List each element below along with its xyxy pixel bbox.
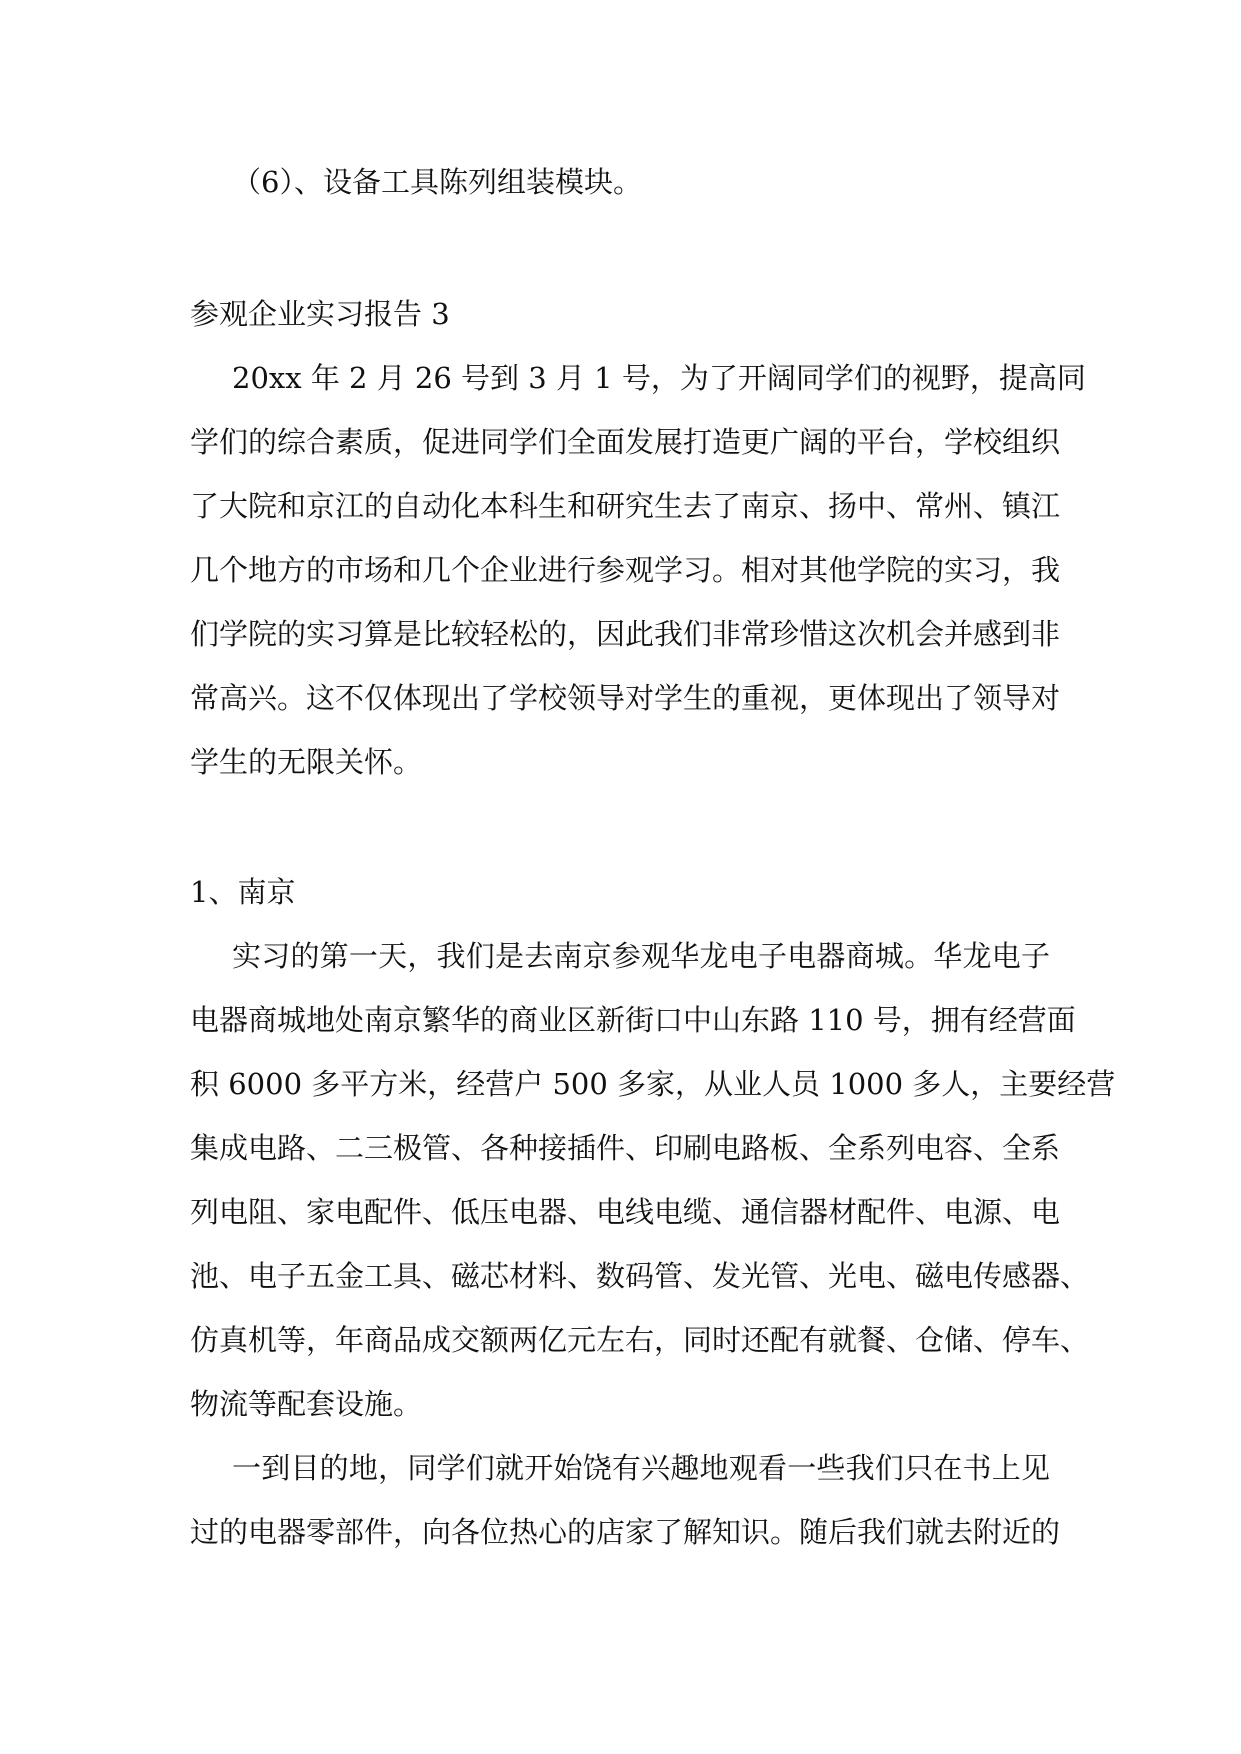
- paragraph-line: 了大院和京江的自动化本科生和研究生去了南京、扬中、常州、镇江: [190, 489, 1061, 523]
- paragraph-line: 集成电路、二三极管、各种接插件、印刷电路板、全系列电容、全系: [190, 1131, 1061, 1165]
- paragraph-line: 学们的综合素质，促进同学们全面发展打造更广阔的平台，学校组织: [190, 425, 1061, 459]
- paragraph-line: 一到目的地，同学们就开始饶有兴趣地观看一些我们只在书上见: [232, 1451, 1050, 1485]
- paragraph-line: 仿真机等，年商品成交额两亿元左右，同时还配有就餐、仓储、停车、: [190, 1323, 1090, 1357]
- paragraph-line: 几个地方的市场和几个企业进行参观学习。相对其他学院的实习，我: [190, 553, 1061, 587]
- list-item-6: （6）、设备工具陈列组装模块。: [232, 165, 642, 199]
- subheading: 1、南京: [190, 875, 296, 909]
- paragraph-line: 过的电器零部件，向各位热心的店家了解知识。随后我们就去附近的: [190, 1515, 1061, 1549]
- paragraph-line: 池、电子五金工具、磁芯材料、数码管、发光管、光电、磁电传感器、: [190, 1259, 1090, 1293]
- paragraph-line: 学生的无限关怀。: [190, 745, 423, 779]
- paragraph-line: 积 6000 多平方米，经营户 500 多家，从业人员 1000 多人，主要经营: [190, 1067, 1116, 1101]
- paragraph-line: 常高兴。这不仅体现出了学校领导对学生的重视，更体现出了领导对: [190, 681, 1061, 715]
- paragraph-line: 电器商城地处南京繁华的商业区新街口中山东路 110 号，拥有经营面: [190, 1003, 1076, 1037]
- paragraph-line: 们学院的实习算是比较轻松的，因此我们非常珍惜这次机会并感到非: [190, 617, 1061, 651]
- paragraph-line: 物流等配套设施。: [190, 1387, 423, 1421]
- paragraph-line: 列电阻、家电配件、低压电器、电线电缆、通信器材配件、电源、电: [190, 1195, 1061, 1229]
- paragraph-line: 实习的第一天，我们是去南京参观华龙电子电器商城。华龙电子: [232, 939, 1050, 973]
- paragraph-line: 20xx 年 2 月 26 号到 3 月 1 号，为了开阔同学们的视野，提高同: [232, 361, 1086, 395]
- section-title: 参观企业实习报告 3: [190, 297, 450, 331]
